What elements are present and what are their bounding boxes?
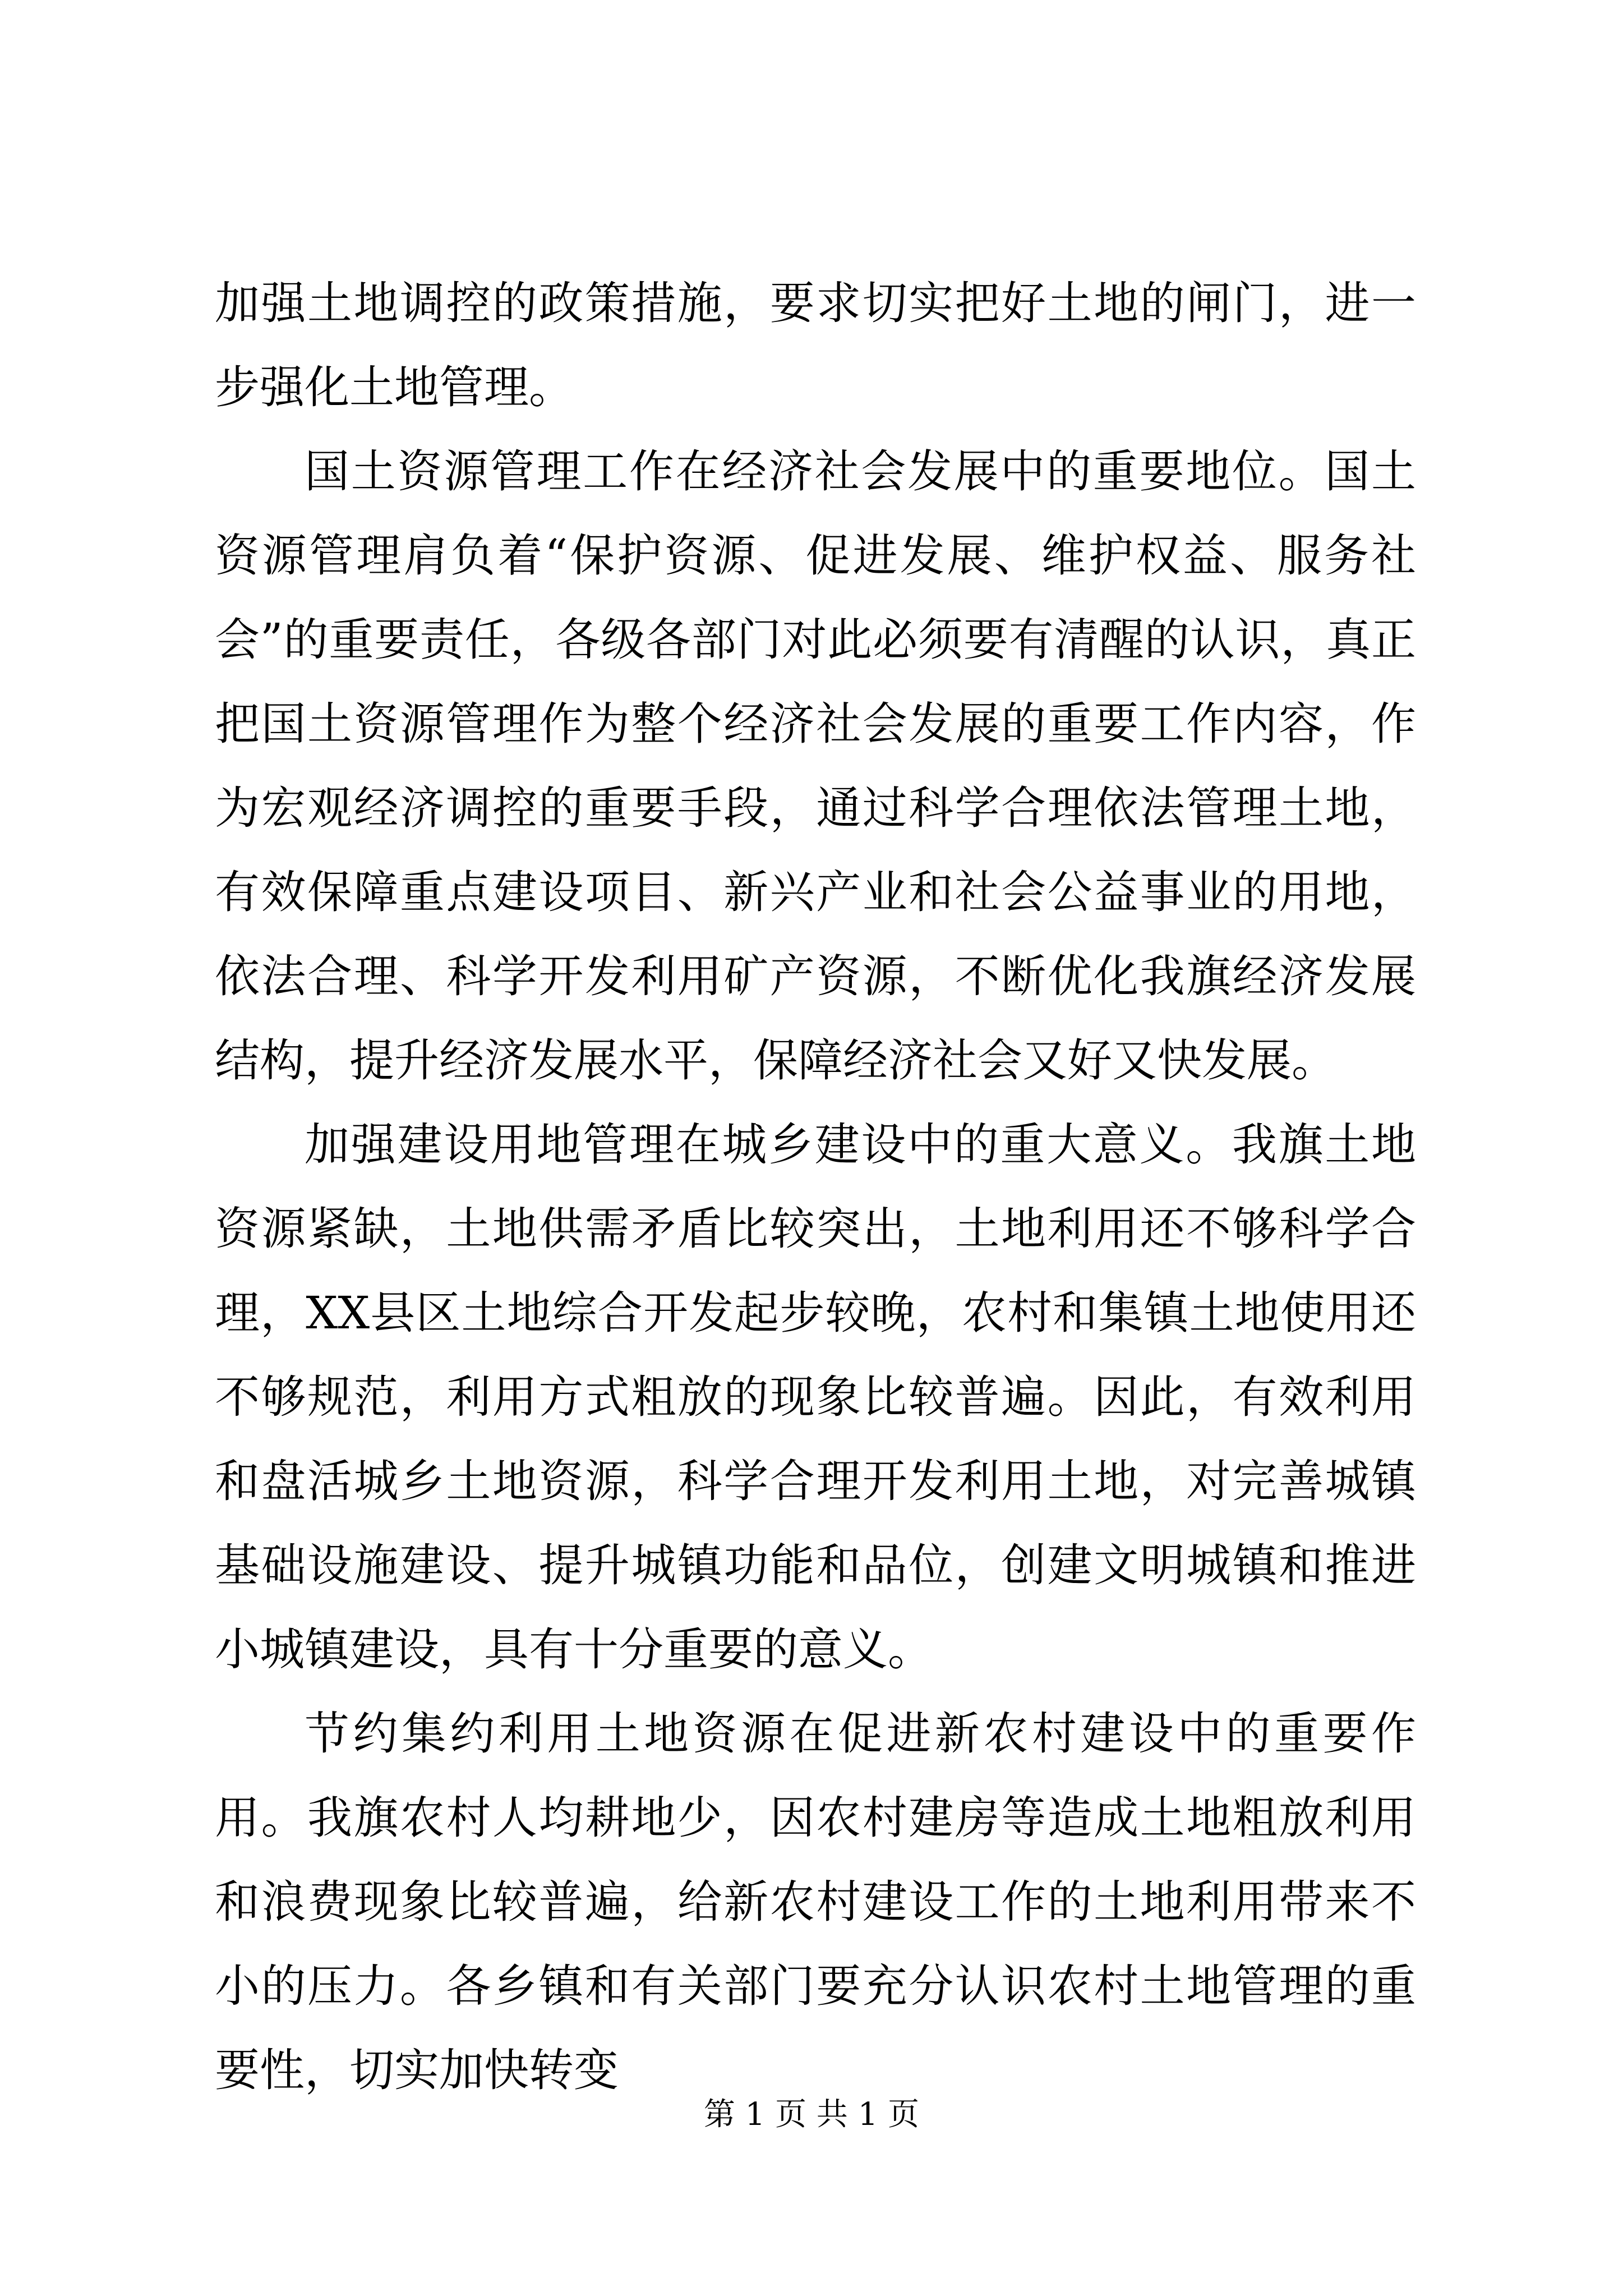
paragraph-1: 加强土地调控的政策措施，要求切实把好土地的闸门，进一步强化土地管理。: [215, 277, 1416, 413]
paragraph-2: 国土资源管理工作在经济社会发展中的重要地位。国土资源管理肩负着“保护资源、促进发展、维护权益、服务社会”的重要责任，各级各部门对此必须要有清醒的认识，真正把国土资源管理作为整个经济社会发展的重要工作内容，作为宏观经济调控的重要手段，通过科学合理依法管理土地，有效保障重点建设项目、新兴产业和社会公益事业的用地，依法合理、科学开发利用矿产资源，不断优化我旗经济发展结构，提升经济发展水平，保障经济社会又好又快发展。: [215, 445, 1416, 1087]
page-number-label: 第 1 页 共 1 页: [703, 2096, 920, 2133]
paragraph-4: 节约集约利用土地资源在促进新农村建设中的重要作用。我旗农村人均耕地少，因农村建房等造成土地粗放利用和浪费现象比较普遍，给新农村建设工作的土地利用带来不小的压力。各乡镇和有关部门要充分认识农村土地管理的重要性，切实加快转变: [215, 1708, 1416, 2096]
document-body: [215, 261, 1416, 2113]
paragraph-3: 加强建设用地管理在城乡建设中的重大意义。我旗土地资源紧缺，土地供需矛盾比较突出，土地利用还不够科学合理，XX县区土地综合开发起步较晚，农村和集镇土地使用还不够规范，利用方式粗放的现象比较普遍。因此，有效利用和盘活城乡土地资源，科学合理开发利用土地，对完善城镇基础设施建设、提升城镇功能和品位，创建文明城镇和推进小城镇建设，具有十分重要的意义。: [215, 1119, 1416, 1676]
page-footer: [0, 2092, 1623, 2137]
